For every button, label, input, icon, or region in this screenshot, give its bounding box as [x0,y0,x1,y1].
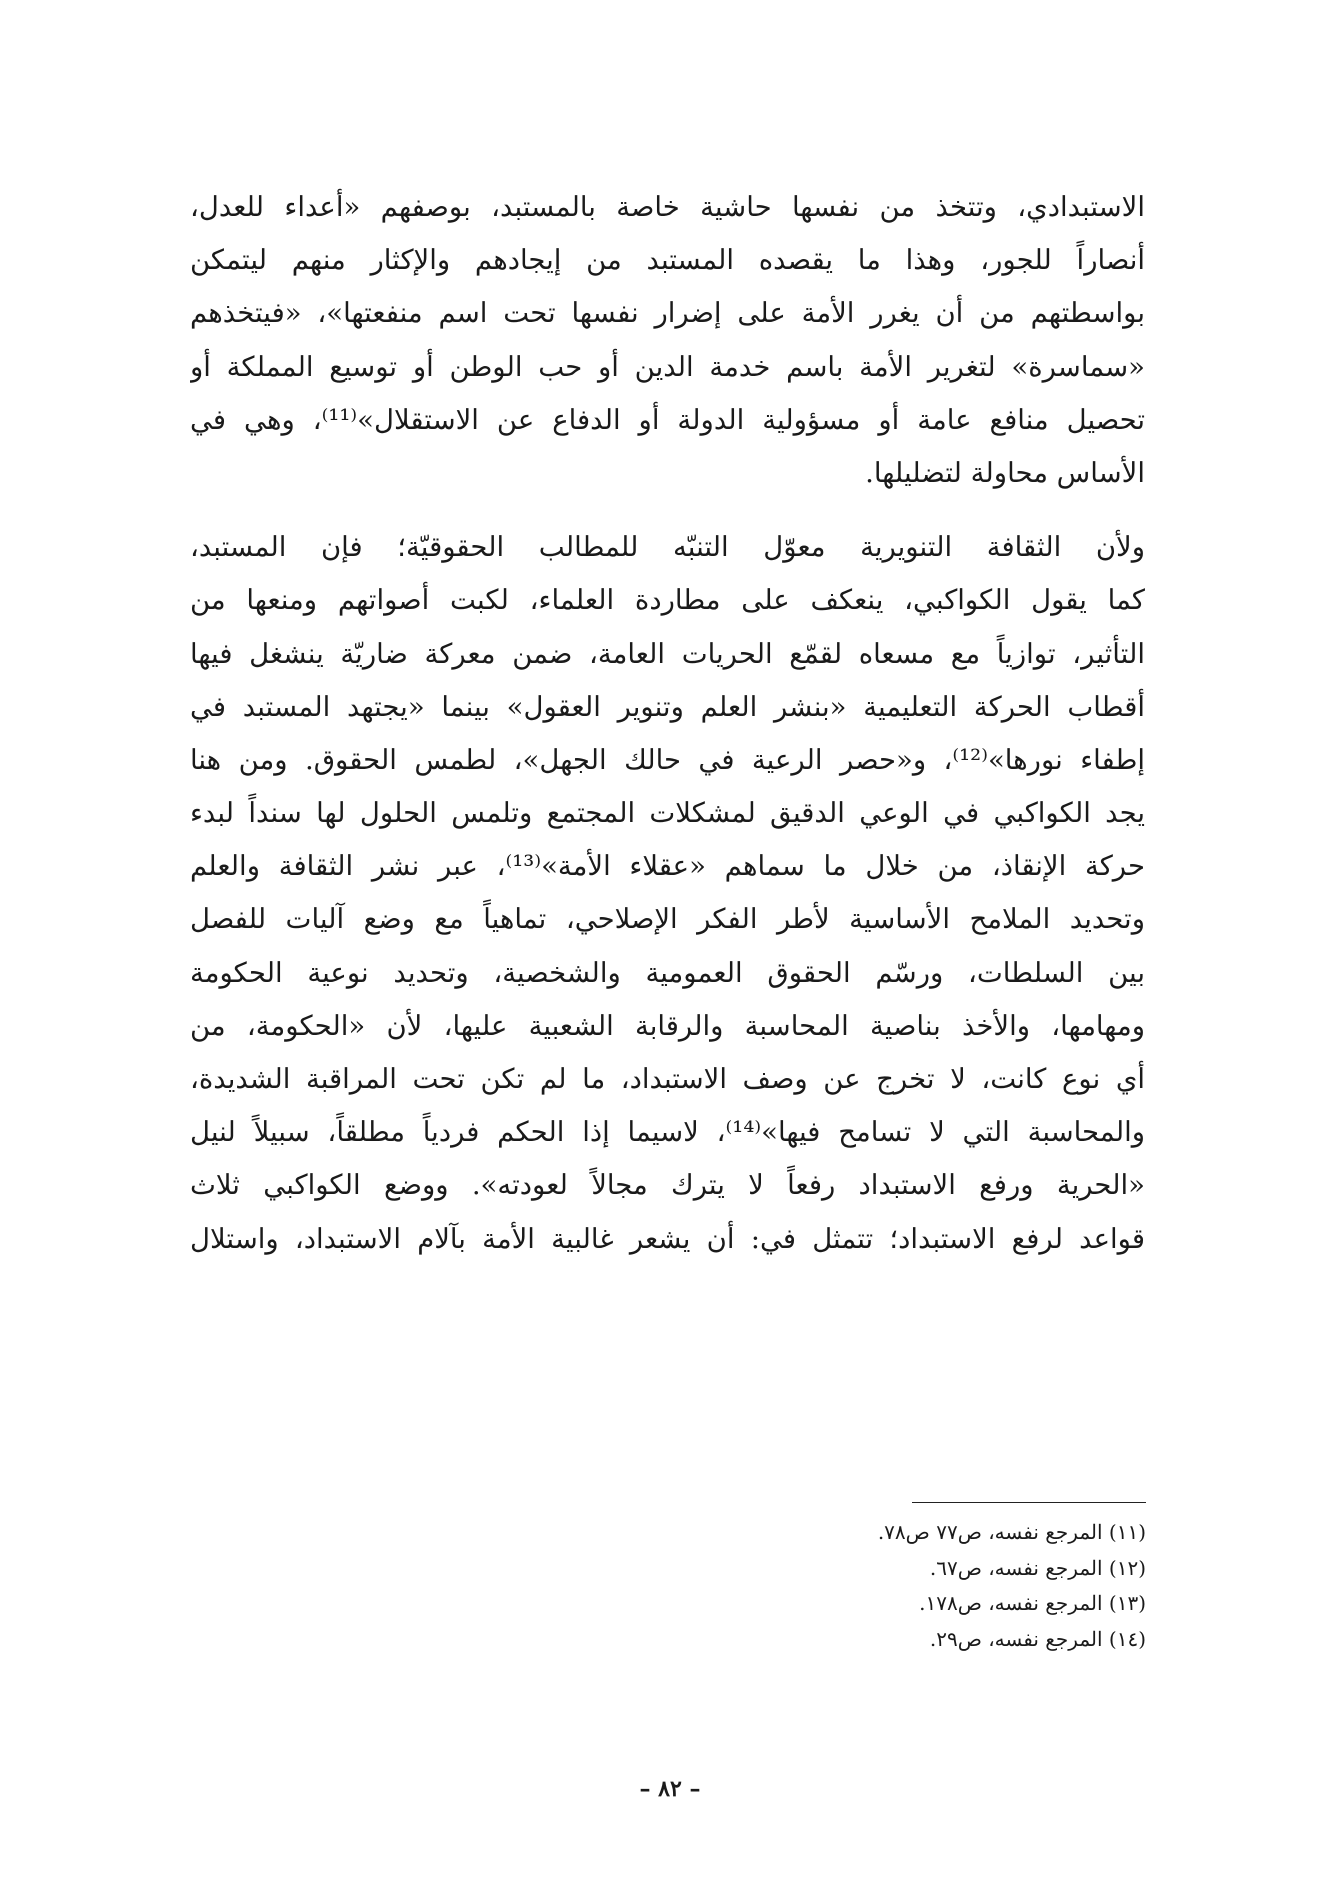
text-line: حركة الإنقاذ، من خلال ما سماهم «عقلاء الأمة»⁽¹³⁾، عبر نشر الثقافة والعلم [190,850,1145,883]
text-line: وتحديد الملامح الأساسية لأطر الفكر الإصلاحي، تماهياً مع وضع آليات للفصل [190,903,1145,936]
text-line: ولأن الثقافة التنويرية معوّل التنبّه للمطالب الحقوقيّة؛ فإن المستبد، [190,531,1145,564]
text-line: الأساس محاولة لتضليلها. [865,456,1145,489]
paragraph-2 [190,521,1145,1266]
text-line: أي نوع كانت، لا تخرج عن وصف الاستبداد، ما لم تكن تحت المراقبة الشديدة، [190,1063,1145,1095]
footnote-11: (١١) المرجع نفسه، ص٧٧ ص٧٨. [877,1520,1146,1544]
text-line: يجد الكواكبي في الوعي الدقيق لمشكلات المجتمع وتلمس الحلول لها سنداً لبدء [190,797,1145,830]
page-number: – ٨٢ – [639,1776,701,1802]
text-line: «سماسرة» لتغرير الأمة باسم خدمة الدين أو حب الوطن أو توسيع المملكة أو [190,350,1145,383]
footnote-divider [912,1502,1146,1503]
footnotes [700,1515,1146,1657]
text-line: تحصيل منافع عامة أو مسؤولية الدولة أو الدفاع عن الاستقلال»⁽¹¹⁾، وهي في [190,403,1145,436]
text-line: بواسطتهم من أن يغرر الأمة على إضرار نفسها تحت اسم منفعتها»، «فيتخذهم [190,297,1145,330]
text-line: «الحرية ورفع الاستبداد رفعاً لا يترك مجالاً لعودته». ووضع الكواكبي ثلاث [190,1169,1145,1202]
body-text [190,181,1145,1266]
text-line: أقطاب الحركة التعليمية «بنشر العلم وتنوير العقول» بينما «يجتهد المستبد في [190,690,1145,723]
text-line: التأثير، توازياً مع مسعاه لقمّع الحريات العامة، ضمن معركة ضاريّة ينشغل فيها [190,637,1145,670]
text-line: والمحاسبة التي لا تسامح فيها»⁽¹⁴⁾، لاسيما إذا الحكم فردياً مطلقاً، سبيلاً لنيل [190,1116,1145,1149]
text-line: إطفاء نورها»⁽¹²⁾، و«حصر الرعية في حالك الجهل»، لطمس الحقوق. ومن هنا [190,743,1145,776]
footnote-14: (١٤) المرجع نفسه، ص٢٩. [929,1626,1146,1651]
text-line: ومهامها، والأخذ بناصية المحاسبة والرقابة الشعبية عليها، لأن «الحكومة، من [190,1009,1145,1042]
text-line: بين السلطات، ورسّم الحقوق العمومية والشخصية، وتحديد نوعية الحكومة [190,956,1145,989]
paragraph-1 [190,181,1145,500]
text-line: قواعد لرفع الاستبداد؛ تتمثل في: أن يشعر غالبية الأمة بآلام الاستبداد، واستلال [190,1222,1145,1255]
footnote-12: (١٢) المرجع نفسه، ص٦٧. [929,1555,1146,1580]
text-line: كما يقول الكواكبي، ينعكف على مطاردة العلماء، لكبت أصواتهم ومنعها من [190,584,1145,617]
text-line: أنصاراً للجور، وهذا ما يقصده المستبد من إيجادهم والإكثار منهم ليتمكن [190,244,1145,277]
footnote-13: (١٣) المرجع نفسه، ص١٧٨. [919,1591,1146,1615]
text-line: الاستبدادي، وتتخذ من نفسها حاشية خاصة بالمستبد، بوصفهم «أعداء للعدل، [190,191,1145,223]
